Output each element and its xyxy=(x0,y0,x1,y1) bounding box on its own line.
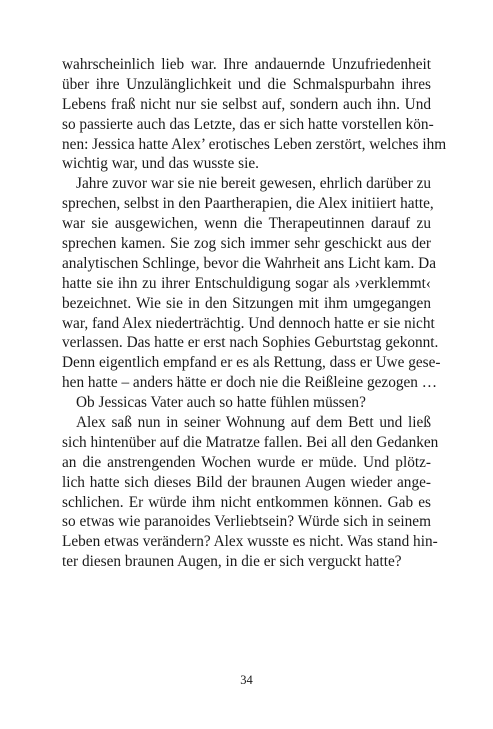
text-line: sich hintenüber auf die Matratze fallen. Bei all den Gedanken xyxy=(62,433,439,451)
text-line: so etwas wie paranoides Verliebtsein? Würde sich in seinem xyxy=(62,513,431,531)
text-line: hatte sie ihn zu ihrer Entschuldigung sogar als ›verklemmt‹ xyxy=(62,274,431,292)
text-line: so passierte auch das Letzte, das er sich hatte vorstellen kön- xyxy=(62,115,434,133)
paragraph xyxy=(62,55,447,174)
paragraph xyxy=(62,413,439,572)
paragraph xyxy=(62,393,431,413)
text-line: wichtig war, und das wusste sie. xyxy=(62,155,259,173)
text-line: sprechen kamen. Sie zog sich immer sehr geschickt aus der xyxy=(62,235,431,253)
text-line: Lebens fraß nicht nur sie selbst auf, sondern auch ihn. Und xyxy=(62,95,431,113)
text-line: über ihre Unzulänglichkeit und die Schmalspurbahn ihres xyxy=(62,75,431,93)
text-line: bezeichnet. Wie sie in den Sitzungen mit ihm umgegangen xyxy=(62,294,431,312)
text-line: an die anstrengenden Wochen wurde er müde. Und plötz- xyxy=(62,453,431,471)
page-number: 34 xyxy=(240,673,253,687)
text-line: war sie ausgewichen, wenn die Therapeutinnen darauf zu xyxy=(62,215,431,233)
text-line: analytischen Schlinge, bevor die Wahrheit ans Licht kam. Da xyxy=(62,254,436,272)
text-line: nen: Jessica hatte Alex’ erotisches Leben zerstört, welches ihm xyxy=(62,135,447,153)
text-line: Alex saß nun in seiner Wohnung auf dem Bett und ließ xyxy=(76,414,431,432)
text-line: lich hatte sich dieses Bild der braunen Augen wieder ange- xyxy=(62,473,431,491)
text-line: wahrscheinlich lieb war. Ihre andauernde Unzufriedenheit xyxy=(62,56,431,73)
text-line: Leben etwas verändern? Alex wusste es nicht. Was stand hin- xyxy=(62,533,438,551)
text-line: ter diesen braunen Augen, in die er sich verguckt hatte? xyxy=(62,553,402,571)
paragraph xyxy=(62,174,441,393)
text-line: Jahre zuvor war sie nie bereit gewesen, ehrlich darüber zu xyxy=(76,175,432,193)
text-line: war, fand Alex niederträchtig. Und dennoch hatte er sie nicht xyxy=(62,314,435,332)
body-text xyxy=(62,55,447,572)
text-line: schlichen. Er würde ihm nicht entkommen können. Gab es xyxy=(62,493,431,511)
text-line: Ob Jessicas Vater auch so hatte fühlen müssen? xyxy=(76,394,366,412)
text-line: hen hatte – anders hätte er doch nie die Reißleine gezogen … xyxy=(62,374,438,392)
text-line: verlassen. Das hatte er erst nach Sophies Geburtstag gekonnt. xyxy=(62,334,439,352)
text-line: sprechen, selbst in den Paartherapien, die Alex initiiert hatte, xyxy=(62,195,434,213)
text-line: Denn eigentlich empfand er es als Rettung, dass er Uwe gese- xyxy=(62,354,441,372)
